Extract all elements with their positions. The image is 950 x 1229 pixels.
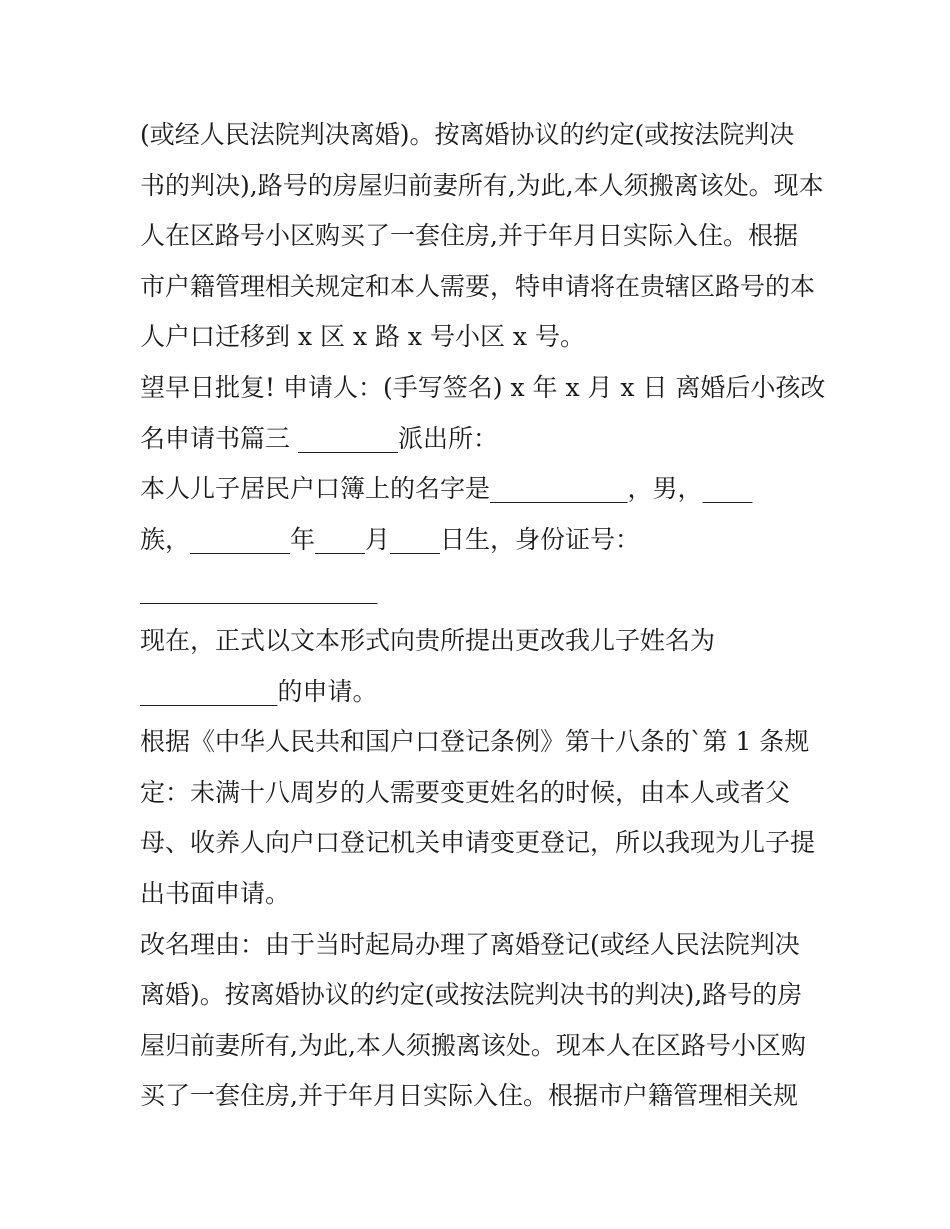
text-line: 市户籍管理相关规定和本人需要，特申请将在贵辖区路号的本 (140, 271, 816, 301)
text-line: 屋归前妻所有,为此,本人须搬离该处。现本人在区路号小区购 (140, 1030, 806, 1060)
text-line: 改名理由：由于当时起局办理了离婚登记(或经人民法院判决 (140, 929, 800, 959)
text-line: 人户口迁移到 x 区 x 路 x 号小区 x 号。 (140, 322, 585, 352)
text-line: 定：未满十八周岁的人需要变更姓名的时候，由本人或者父 (140, 777, 791, 807)
text-line: 本人儿子居民户口簿上的名字是___________，男，____ (140, 474, 753, 504)
text-line: 名申请书篇三 ________派出所： (140, 423, 498, 453)
document-body (140, 110, 826, 1122)
text-line: 望早日批复! 申请人：(手写签名) x 年 x 月 x 日 离婚后小孩改 (140, 372, 826, 402)
text-line: ___________________ (140, 575, 378, 605)
text-line: 书的判决),路号的房屋归前妻所有,为此,本人须搬离该处。现本 (140, 170, 824, 200)
text-line: 离婚)。按离婚协议的约定(或按法院判决书的判决),路号的房 (140, 980, 803, 1010)
text-line: ___________的申请。 (140, 676, 378, 706)
text-line: 母、收养人向户口登记机关申请变更登记，所以我现为儿子提 (140, 828, 816, 858)
text-line: 族，________年____月____日生，身份证号： (140, 524, 641, 554)
text-line: 现在，正式以文本形式向贵所提出更改我儿子姓名为 (140, 625, 716, 655)
text-line: 根据《中华人民共和国户口登记条例》第十八条的`第 1 条规 (140, 727, 810, 757)
text-line: 人在区路号小区购买了一套住房,并于年月日实际入住。根据 (140, 221, 798, 251)
text-line: 出书面申请。 (140, 878, 291, 908)
text-line: 买了一套住房,并于年月日实际入住。根据市户籍管理相关规 (140, 1081, 798, 1111)
text-line: (或经人民法院判决离婚)。按离婚协议的约定(或按法院判决 (140, 120, 795, 149)
